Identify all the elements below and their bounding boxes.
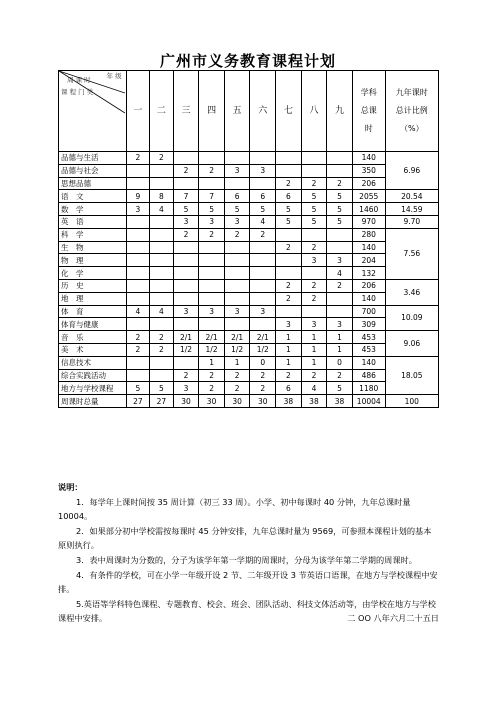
weekly-hours-cell: 2 <box>327 177 353 190</box>
notes-heading: 说明： <box>58 482 83 492</box>
weekly-hours-cell: 2 <box>301 177 327 190</box>
weekly-hours-cell <box>199 318 225 331</box>
weekly-hours-cell: 38 <box>327 395 353 408</box>
weekly-hours-cell <box>126 215 150 228</box>
total-hours-cell: 140 <box>352 292 385 305</box>
weekly-hours-cell: 6 <box>250 190 276 203</box>
grade-header: 三 <box>173 71 199 152</box>
weekly-hours-cell <box>301 267 327 280</box>
weekly-hours-cell: 2 <box>199 228 225 241</box>
weekly-hours-cell: 3 <box>199 215 225 228</box>
weekly-hours-cell: 8 <box>150 190 174 203</box>
weekly-hours-cell: 2 <box>126 343 150 356</box>
table-row <box>59 267 439 280</box>
weekly-hours-cell: 2 <box>224 382 250 395</box>
weekly-hours-cell <box>126 177 150 190</box>
table-row <box>59 228 439 241</box>
ratio-cell: 9.70 <box>385 215 438 228</box>
weekly-hours-cell: 2 <box>150 152 174 165</box>
weekly-hours-cell: 3 <box>126 203 150 216</box>
total-hours-cell: 10004 <box>352 395 385 408</box>
grade-header: 五 <box>224 71 250 152</box>
total-hours-cell: 140 <box>352 356 385 369</box>
weekly-hours-cell <box>301 152 327 165</box>
weekly-hours-cell: 2 <box>327 369 353 382</box>
weekly-hours-cell: 6 <box>276 190 302 203</box>
weekly-hours-cell: 2 <box>276 241 302 254</box>
weekly-hours-cell: 4 <box>150 203 174 216</box>
weekly-hours-cell: 2 <box>327 279 353 292</box>
weekly-hours-cell <box>150 164 174 177</box>
note-item: 5.英语等学科特色课程、专题教育、校会、班会、团队活动、科技文体活动等，由学校在地方与学校课程中安排。 <box>58 598 436 624</box>
weekly-hours-cell <box>126 292 150 305</box>
weekly-hours-cell <box>199 241 225 254</box>
curriculum-table <box>58 70 439 408</box>
weekly-hours-cell <box>173 318 199 331</box>
subject-cell: 生 物 <box>59 241 127 254</box>
table-row <box>59 356 439 369</box>
weekly-hours-cell <box>276 152 302 165</box>
grade-header: 二 <box>150 71 174 152</box>
weekly-hours-cell <box>126 228 150 241</box>
weekly-hours-cell: 2 <box>173 228 199 241</box>
total-hours-cell: 309 <box>352 318 385 331</box>
weekly-hours-cell <box>224 318 250 331</box>
weekly-hours-cell <box>327 228 353 241</box>
weekly-hours-cell: 3 <box>173 215 199 228</box>
weekly-hours-cell: 5 <box>301 190 327 203</box>
ratio-cell: 18.05 <box>385 356 438 394</box>
subject-cell: 化 学 <box>59 267 127 280</box>
weekly-hours-cell: 2 <box>276 279 302 292</box>
weekly-hours-cell <box>327 292 353 305</box>
ratio-cell: 9.06 <box>385 331 438 357</box>
weekly-hours-cell: 1 <box>301 331 327 344</box>
total-hours-cell: 1460 <box>352 203 385 216</box>
ratio-cell: 10.09 <box>385 305 438 331</box>
weekly-hours-cell <box>199 152 225 165</box>
weekly-hours-cell: 5 <box>327 203 353 216</box>
weekly-hours-cell <box>150 254 174 267</box>
table-row <box>59 305 439 318</box>
weekly-hours-cell <box>301 164 327 177</box>
weekly-hours-cell <box>126 356 150 369</box>
weekly-hours-cell: 7 <box>173 190 199 203</box>
total-hours-cell: 453 <box>352 343 385 356</box>
notes-section <box>58 480 439 626</box>
weekly-hours-cell: 3 <box>224 164 250 177</box>
weekly-hours-cell <box>173 254 199 267</box>
weekly-hours-cell <box>224 292 250 305</box>
weekly-hours-cell <box>250 254 276 267</box>
weekly-hours-cell: 2 <box>224 228 250 241</box>
diagonal-header-cell <box>59 71 127 152</box>
subject-cell: 思想品德 <box>59 177 127 190</box>
weekly-hours-cell: 5 <box>301 215 327 228</box>
total-hours-header: 学科 总课 时 <box>352 71 385 152</box>
weekly-hours-cell <box>150 267 174 280</box>
weekly-hours-cell <box>199 177 225 190</box>
table-row <box>59 152 439 165</box>
grade-header: 六 <box>250 71 276 152</box>
subject-cell: 周课时总量 <box>59 395 127 408</box>
weekly-hours-cell: 5 <box>199 203 225 216</box>
weekly-hours-cell: 3 <box>173 305 199 318</box>
weekly-hours-cell: 4 <box>301 382 327 395</box>
total-hours-cell: 1180 <box>352 382 385 395</box>
subject-cell: 数 学 <box>59 203 127 216</box>
table-row <box>59 177 439 190</box>
weekly-hours-cell <box>250 152 276 165</box>
weekly-hours-cell: 30 <box>199 395 225 408</box>
weekly-hours-cell: 2 <box>150 343 174 356</box>
weekly-hours-cell: 9 <box>126 190 150 203</box>
weekly-hours-cell: 2/1 <box>199 331 225 344</box>
table-row <box>59 279 439 292</box>
weekly-hours-cell: 3 <box>327 318 353 331</box>
weekly-hours-cell: 2 <box>199 382 225 395</box>
weekly-hours-cell: 2 <box>250 369 276 382</box>
total-hours-cell: 206 <box>352 279 385 292</box>
table-row <box>59 190 439 203</box>
weekly-hours-cell: 2 <box>199 369 225 382</box>
weekly-hours-cell: 2 <box>276 177 302 190</box>
table-row <box>59 395 439 408</box>
total-hours-cell: 204 <box>352 254 385 267</box>
weekly-hours-cell <box>126 241 150 254</box>
subject-cell: 物 理 <box>59 254 127 267</box>
weekly-hours-cell: 3 <box>327 254 353 267</box>
weekly-hours-cell <box>126 267 150 280</box>
subject-cell: 信息技术 <box>59 356 127 369</box>
ratio-cell: 7.56 <box>385 228 438 279</box>
weekly-hours-cell <box>327 152 353 165</box>
weekly-hours-cell: 27 <box>150 395 174 408</box>
weekly-hours-cell <box>150 318 174 331</box>
total-hours-cell: 486 <box>352 369 385 382</box>
weekly-hours-cell: 2 <box>250 382 276 395</box>
weekly-hours-cell: 2 <box>126 331 150 344</box>
weekly-hours-cell: 1 <box>199 356 225 369</box>
subject-cell: 地方与学校课程 <box>59 382 127 395</box>
weekly-hours-cell: 3 <box>224 215 250 228</box>
weekly-hours-cell: 5 <box>276 215 302 228</box>
table-row <box>59 203 439 216</box>
weekly-hours-cell <box>327 241 353 254</box>
subject-cell: 品德与社会 <box>59 164 127 177</box>
weekly-hours-cell: 2/1 <box>250 331 276 344</box>
diag-subject-label: 课 程 门 类 <box>61 88 94 96</box>
note-item: 4．有条件的学校，可在小学一年级开设 2 节、二年级开设 3 节英语口语课，在地方与学校课程中安排。 <box>58 569 438 595</box>
total-hours-cell: 140 <box>352 241 385 254</box>
weekly-hours-cell <box>276 254 302 267</box>
subject-cell: 语 文 <box>59 190 127 203</box>
total-hours-cell: 206 <box>352 177 385 190</box>
table-row <box>59 331 439 344</box>
weekly-hours-cell <box>199 267 225 280</box>
weekly-hours-cell: 5 <box>276 203 302 216</box>
weekly-hours-cell: 1 <box>327 331 353 344</box>
weekly-hours-cell: 2 <box>150 331 174 344</box>
weekly-hours-cell: 30 <box>250 395 276 408</box>
weekly-hours-cell: 5 <box>250 203 276 216</box>
weekly-hours-cell: 3 <box>250 164 276 177</box>
weekly-hours-cell: 1 <box>276 343 302 356</box>
subject-cell: 科 学 <box>59 228 127 241</box>
weekly-hours-cell <box>327 305 353 318</box>
weekly-hours-cell <box>276 164 302 177</box>
ratio-cell: 3.46 <box>385 279 438 305</box>
total-hours-cell: 280 <box>352 228 385 241</box>
weekly-hours-cell <box>150 356 174 369</box>
ratio-cell: 100 <box>385 395 438 408</box>
ratio-cell: 6.96 <box>385 152 438 190</box>
weekly-hours-cell: 2 <box>276 369 302 382</box>
total-hours-cell: 350 <box>352 164 385 177</box>
weekly-hours-cell: 1 <box>327 343 353 356</box>
total-hours-cell: 132 <box>352 267 385 280</box>
weekly-hours-cell: 5 <box>224 203 250 216</box>
weekly-hours-cell: 5 <box>327 215 353 228</box>
weekly-hours-cell <box>250 177 276 190</box>
note-item: 1．每学年上课时间按 35 周计算（初三 33 周）。小学、初中每课时 40 分钟，九年总课时量 10004。 <box>58 496 411 522</box>
weekly-hours-cell: 2 <box>199 164 225 177</box>
weekly-hours-cell <box>224 152 250 165</box>
weekly-hours-cell <box>250 279 276 292</box>
weekly-hours-cell: 4 <box>250 215 276 228</box>
weekly-hours-cell <box>126 318 150 331</box>
weekly-hours-cell <box>173 292 199 305</box>
weekly-hours-cell: 30 <box>173 395 199 408</box>
weekly-hours-cell: 2 <box>301 369 327 382</box>
weekly-hours-cell: 2 <box>276 292 302 305</box>
weekly-hours-cell: 5 <box>126 382 150 395</box>
weekly-hours-cell <box>173 356 199 369</box>
weekly-hours-cell: 4 <box>150 305 174 318</box>
total-hours-cell: 970 <box>352 215 385 228</box>
weekly-hours-cell: 1 <box>301 356 327 369</box>
weekly-hours-cell <box>173 267 199 280</box>
weekly-hours-cell: 7 <box>199 190 225 203</box>
weekly-hours-cell: 4 <box>327 267 353 280</box>
weekly-hours-cell <box>250 292 276 305</box>
subject-cell: 品德与生活 <box>59 152 127 165</box>
weekly-hours-cell: 5 <box>173 203 199 216</box>
subject-cell: 英 语 <box>59 215 127 228</box>
weekly-hours-cell <box>301 305 327 318</box>
weekly-hours-cell <box>250 241 276 254</box>
weekly-hours-cell: 2 <box>224 369 250 382</box>
weekly-hours-cell <box>276 267 302 280</box>
weekly-hours-cell: 2 <box>126 152 150 165</box>
weekly-hours-cell <box>276 305 302 318</box>
weekly-hours-cell: 30 <box>224 395 250 408</box>
weekly-hours-cell: 3 <box>276 318 302 331</box>
weekly-hours-cell <box>150 241 174 254</box>
weekly-hours-cell: 2 <box>173 164 199 177</box>
weekly-hours-cell: 5 <box>150 382 174 395</box>
weekly-hours-cell <box>301 228 327 241</box>
table-row <box>59 382 439 395</box>
ratio-header: 九年课时 总计比例 （%） <box>385 71 438 152</box>
weekly-hours-cell: 1 <box>276 356 302 369</box>
subject-cell: 综合实践活动 <box>59 369 127 382</box>
weekly-hours-cell <box>173 152 199 165</box>
weekly-hours-cell: 1/2 <box>199 343 225 356</box>
weekly-hours-cell: 27 <box>126 395 150 408</box>
weekly-hours-cell <box>126 369 150 382</box>
weekly-hours-cell: 6 <box>276 382 302 395</box>
weekly-hours-cell <box>224 279 250 292</box>
weekly-hours-cell <box>150 279 174 292</box>
subject-cell: 历 史 <box>59 279 127 292</box>
weekly-hours-cell: 2 <box>173 369 199 382</box>
table-row <box>59 343 439 356</box>
table-row <box>59 241 439 254</box>
table-row <box>59 164 439 177</box>
table-row <box>59 215 439 228</box>
weekly-hours-cell: 2 <box>250 228 276 241</box>
weekly-hours-cell <box>150 292 174 305</box>
weekly-hours-cell <box>173 177 199 190</box>
weekly-hours-cell <box>150 228 174 241</box>
weekly-hours-cell: 3 <box>173 382 199 395</box>
total-hours-cell: 2055 <box>352 190 385 203</box>
ratio-cell: 20.54 <box>385 190 438 203</box>
weekly-hours-cell: 6 <box>224 190 250 203</box>
weekly-hours-cell: 5 <box>327 382 353 395</box>
weekly-hours-cell: 0 <box>250 356 276 369</box>
table-row <box>59 318 439 331</box>
total-hours-cell: 453 <box>352 331 385 344</box>
weekly-hours-cell: 2/1 <box>173 331 199 344</box>
weekly-hours-cell: 2 <box>301 241 327 254</box>
weekly-hours-cell: 4 <box>126 305 150 318</box>
weekly-hours-cell: 3 <box>250 305 276 318</box>
weekly-hours-cell: 3 <box>301 254 327 267</box>
weekly-hours-cell: 1/2 <box>250 343 276 356</box>
subject-cell: 音 乐 <box>59 331 127 344</box>
weekly-hours-cell <box>276 228 302 241</box>
weekly-hours-cell <box>224 267 250 280</box>
weekly-hours-cell <box>250 318 276 331</box>
total-hours-cell: 700 <box>352 305 385 318</box>
grade-header: 七 <box>276 71 302 152</box>
weekly-hours-cell: 1/2 <box>224 343 250 356</box>
weekly-hours-cell <box>173 279 199 292</box>
weekly-hours-cell <box>150 215 174 228</box>
weekly-hours-cell: 1 <box>301 343 327 356</box>
weekly-hours-cell: 1 <box>224 356 250 369</box>
weekly-hours-cell: 5 <box>327 190 353 203</box>
weekly-hours-cell: 5 <box>301 203 327 216</box>
weekly-hours-cell: 3 <box>301 318 327 331</box>
weekly-hours-cell <box>199 292 225 305</box>
diag-grade-label: 年 级 <box>106 72 122 80</box>
weekly-hours-cell: 0 <box>327 356 353 369</box>
weekly-hours-cell <box>126 254 150 267</box>
weekly-hours-cell <box>199 279 225 292</box>
weekly-hours-cell <box>126 164 150 177</box>
weekly-hours-cell <box>327 164 353 177</box>
grade-header: 八 <box>301 71 327 152</box>
weekly-hours-cell <box>224 177 250 190</box>
weekly-hours-cell: 2 <box>301 279 327 292</box>
page-title: 广州市义务教育课程计划 <box>159 52 336 70</box>
weekly-hours-cell: 1 <box>276 331 302 344</box>
note-item: 3．表中周课时为分数的，分子为该学年第一学期的周课时，分母为该学年第二学期的周课时。 <box>76 554 417 565</box>
total-hours-cell: 140 <box>352 152 385 165</box>
weekly-hours-cell <box>224 254 250 267</box>
weekly-hours-cell <box>173 241 199 254</box>
grade-header: 九 <box>327 71 353 152</box>
weekly-hours-cell: 3 <box>224 305 250 318</box>
subject-cell: 地 理 <box>59 292 127 305</box>
header-row <box>59 71 439 152</box>
weekly-hours-cell: 1/2 <box>173 343 199 356</box>
weekly-hours-cell <box>224 241 250 254</box>
grade-header: 一 <box>126 71 150 152</box>
table-row <box>59 369 439 382</box>
grade-header: 四 <box>199 71 225 152</box>
table-row <box>59 292 439 305</box>
weekly-hours-cell: 38 <box>301 395 327 408</box>
weekly-hours-cell <box>126 279 150 292</box>
subject-cell: 体 育 <box>59 305 127 318</box>
weekly-hours-cell <box>250 267 276 280</box>
weekly-hours-cell: 2/1 <box>224 331 250 344</box>
document-date: 二 OO 八年六月二十五日 <box>347 613 439 624</box>
note-item: 2．如果部分初中学校需按每课时 45 分钟安排，九年总课时量为 9569，可参照本课程计划的基本原则执行。 <box>58 525 432 551</box>
subject-cell: 美 术 <box>59 343 127 356</box>
weekly-hours-cell <box>150 369 174 382</box>
weekly-hours-cell: 38 <box>276 395 302 408</box>
weekly-hours-cell: 2 <box>301 292 327 305</box>
weekly-hours-cell: 3 <box>199 305 225 318</box>
subject-cell: 体育与健康 <box>59 318 127 331</box>
weekly-hours-cell <box>150 177 174 190</box>
weekly-hours-cell <box>199 254 225 267</box>
ratio-cell: 14.59 <box>385 203 438 216</box>
diag-hours-label: 周 课 时 <box>67 76 91 84</box>
table-row <box>59 254 439 267</box>
